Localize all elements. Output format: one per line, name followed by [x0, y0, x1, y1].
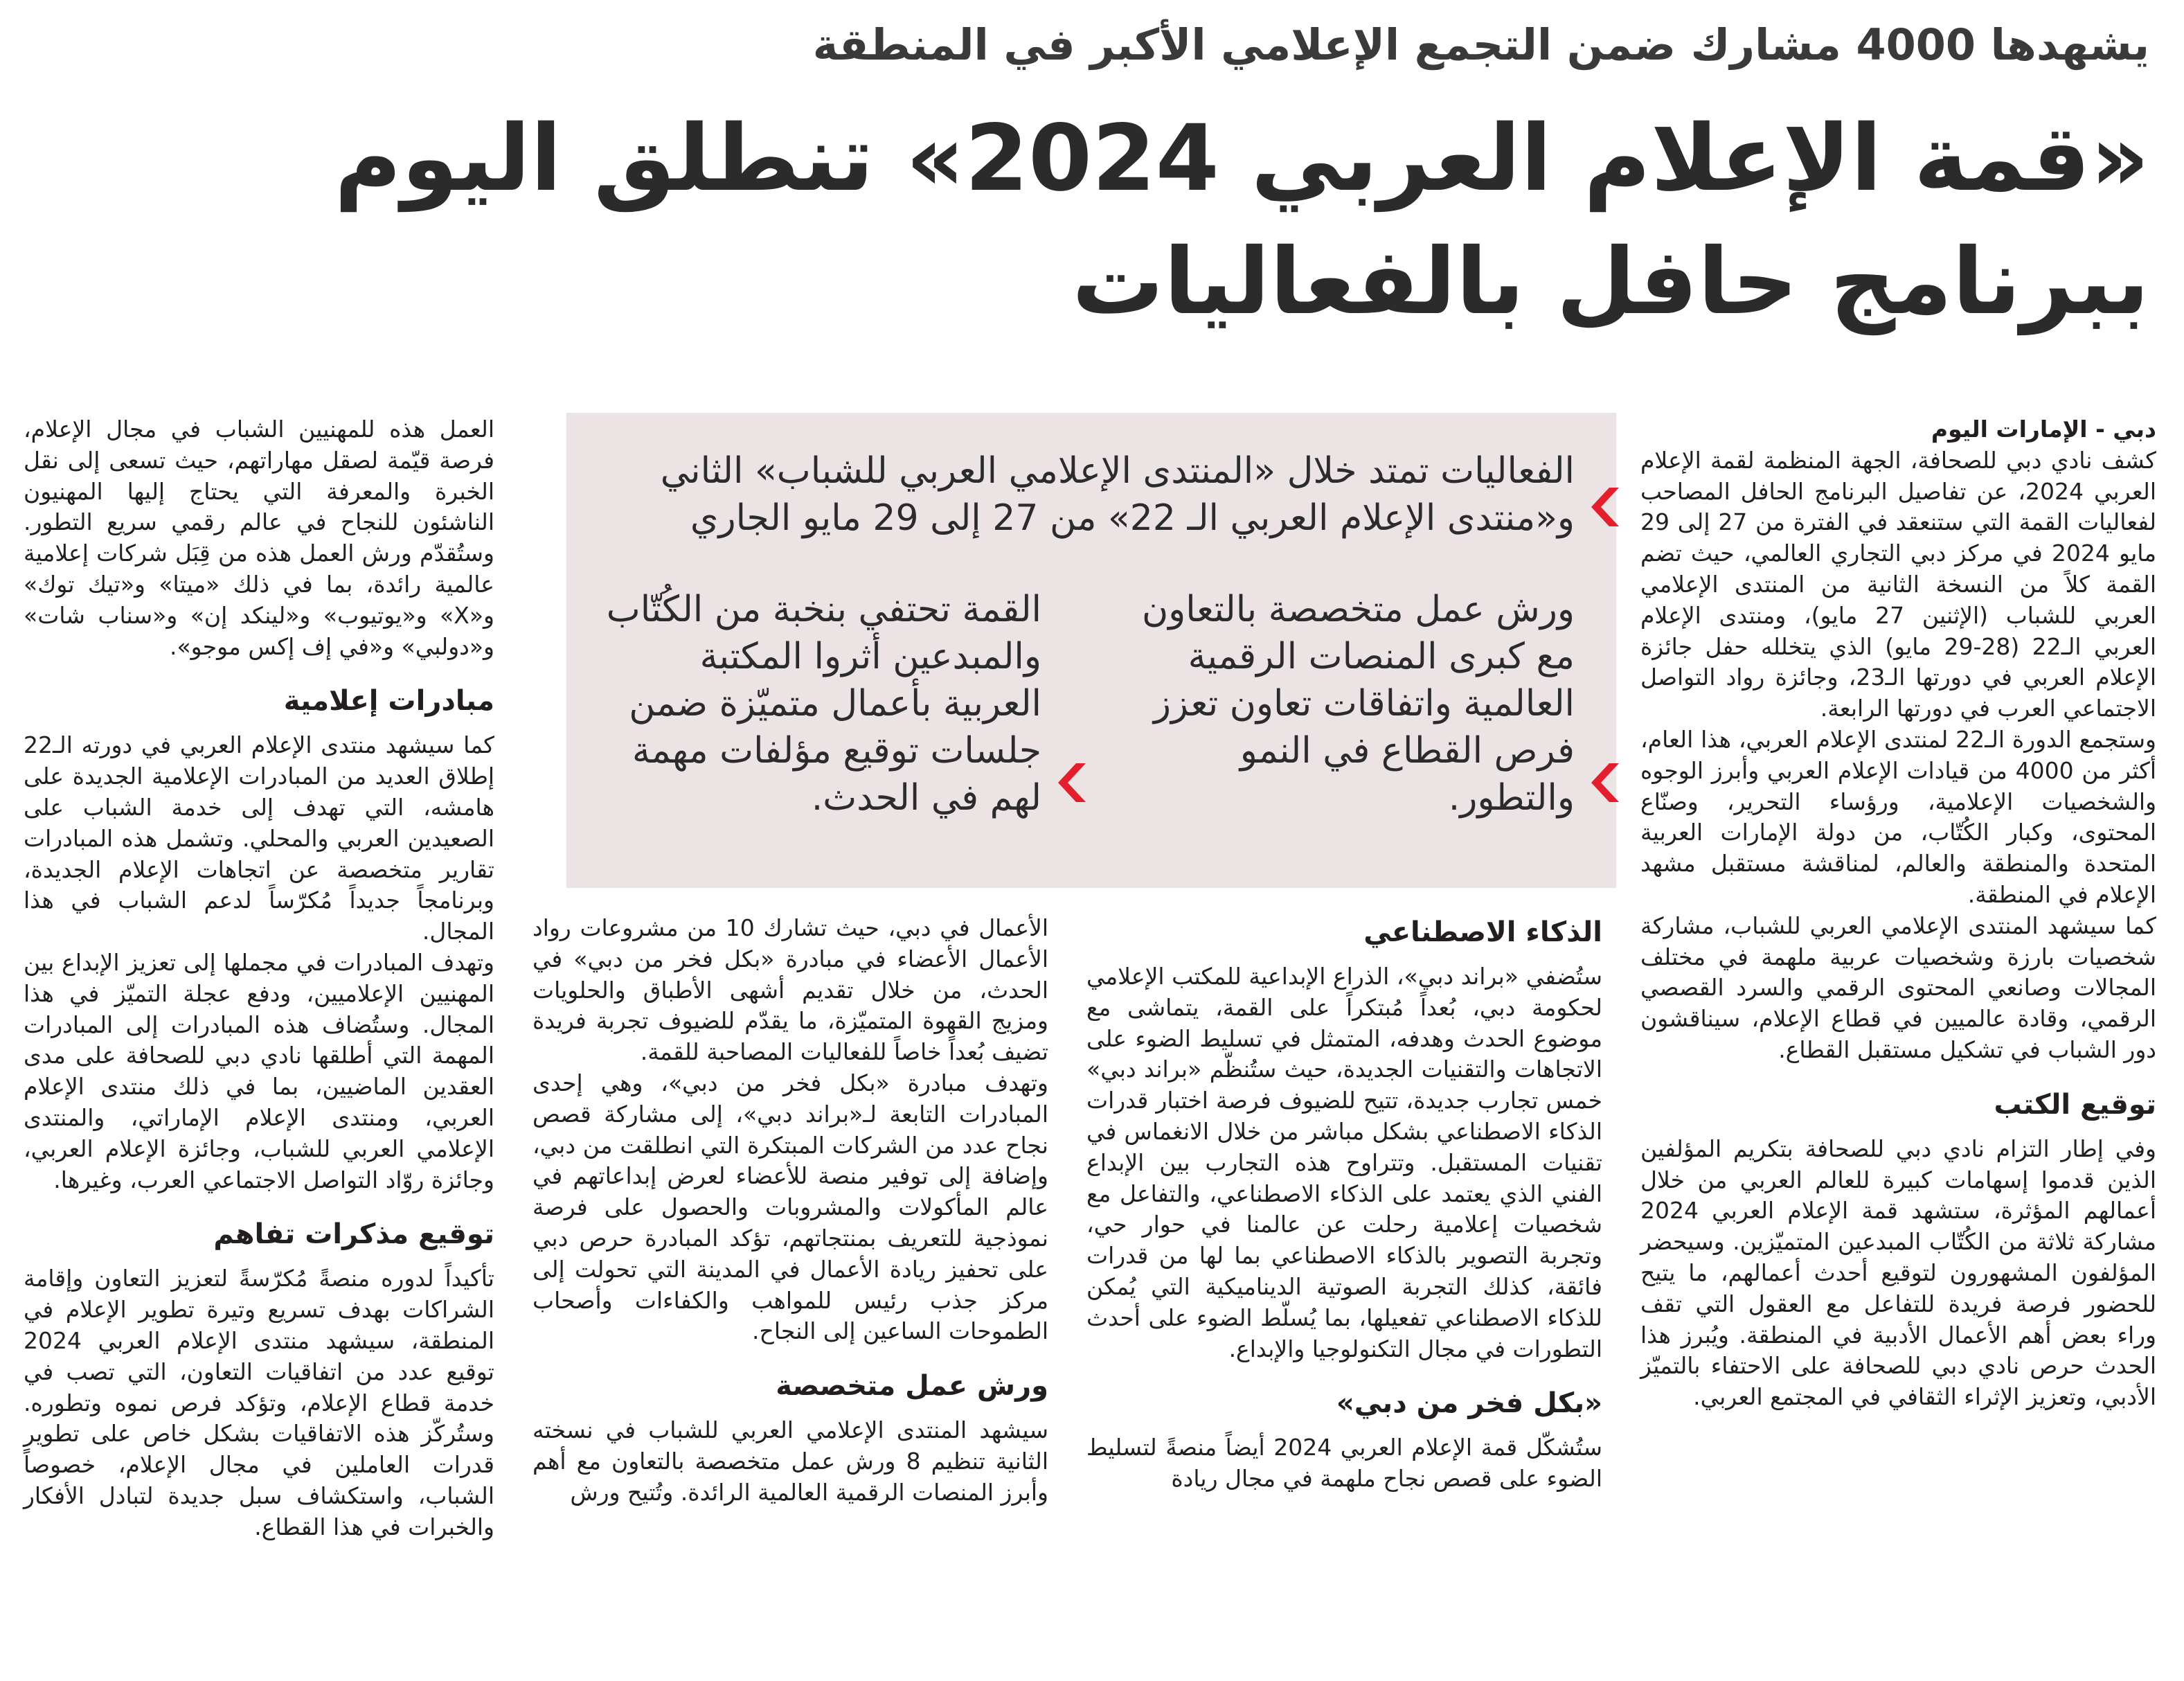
subheading-mou-signing: توقيع مذكرات تفاهم — [213, 1218, 494, 1251]
paragraph: وتهدف مبادرة «بكل فخر من دبي»، وهي إحدى المبادرات التابعة لـ«براند دبي»، إلى مشاركة قصص نجاح عدد من الشركات المبتكرة التي انطلقت من دبي، وإضافة إلى توفير منصة للأعضاء لعرض إبداعاتهم في عالم المأكولات والمشروبات والحصول على فرصة نموذجية للتعريف بمنتجاتهم، تؤكد المبادرة حرص دبي على تحفيز ريادة الأعمال في المدينة التي تحولت إلى مركز جذب رئيس للمواهب والكفاءات وأصحاب الطموحات الساعين إلى النجاح. — [532, 1069, 1048, 1345]
pullquote-text: ورش عمل متخصصة بالتعاون مع كبرى المنصات الرقمية العالمية واتفاقات تعاون تعزز فرص القطاع في النمو والتطور. — [1141, 589, 1575, 819]
headline — [30, 97, 2149, 344]
paragraph: وتهدف المبادرات في مجملها إلى تعزيز الإبداع بين المهنيين الإعلاميين، ودفع عجلة التميّز في هذا المجال. وستُضاف هذه المبادرات إلى المبادرات المهمة التي أطلقها نادي دبي للصحافة على مدى العقدين الماضيين، بما في ذلك منتدى الإعلام العربي، ومنتدى الإعلام الإماراتي، والمنتدى الإعلامي العربي للشباب، وجائزة الإعلام العربي، وجائزة روّاد التواصل الاجتماعي العرب، وغيرها. — [24, 948, 494, 1193]
chevron-marker-icon — [1055, 763, 1086, 802]
paragraph: وفي إطار التزام نادي دبي للصحافة بتكريم المؤلفين الذين قدموا إسهامات كبيرة للعالم العربي من خلال أعمالهم المؤثرة، ستشهد قمة الإعلام العربي 2024 مشاركة ثلاثة من الكُتّاب المبدعين المتميّزين. وسيحضر المؤلفون المشهورون لتوقيع أحدث أعمالهم، ما يتيح للحضور فرصة فريدة للتفاعل مع العقول التي تقف وراء بعض أهم الأعمال الأدبية في المنطقة. ويُبرز هذا الحدث حرص نادي دبي للصحافة على الاحتفاء بالتميّز الأدبي، وتعزيز الإثراء الثقافي في المجتمع العربي. — [1640, 1135, 2156, 1411]
article-column-1 — [1640, 414, 2156, 1413]
paragraph: تأكيداً لدوره منصةً مُكرّسةً لتعزيز التعاون وإقامة الشراكات بهدف تسريع وتيرة تطوير الإعلام في المنطقة، سيشهد منتدى الإعلام العربي 2024 توقيع عدد من اتفاقيات التعاون، التي تصب في خدمة قطاع الإعلام، وتؤكد فرص نموه وتطوره. وستُركّز هذه الاتفاقيات بشكل خاص على تطوير قدرات العاملين في مجال الإعلام، خصوصاً الشباب، واستكشاف سبل جديدة لتبادل الأفكار والخبرات في هذا القطاع. — [24, 1265, 494, 1540]
subheading-media-initiatives: مبادرات إعلامية — [283, 685, 494, 718]
subheading-proudly-from-dubai: «بكل فخر من دبي» — [1336, 1387, 1602, 1420]
article-column-3 — [532, 913, 1048, 1509]
paragraph: ستُشكّل قمة الإعلام العربي 2024 أيضاً منصةً لتسليط الضوء على قصص نجاح ملهمة في مجال ريادة — [1086, 1434, 1602, 1493]
pullquote-2 — [1131, 586, 1602, 821]
dateline: دبي - الإمارات اليوم — [1931, 416, 2156, 443]
pullquote-1 — [605, 447, 1602, 542]
paragraph: كما سيشهد منتدى الإعلام العربي في دورته الـ22 إطلاق العديد من المبادرات الإعلامية الجديدة على هامشه، التي تهدف إلى خدمة الشباب على الصعيدين العربي والمحلي. وتشمل هذه المبادرات تقارير متخصصة عن اتجاهات الإعلام الجديدة، وبرنامجاً جديداً مُكرّساً لدعم الشباب في هذا المجال. — [24, 731, 494, 945]
paragraph: ستُضفي «براند دبي»، الذراع الإبداعية للمكتب الإعلامي لحكومة دبي، بُعداً مُبتكراً على القمة، يتماشى مع موضوع الحدث وهدفه، المتمثل في تسليط الضوء على الاتجاهات والتقنيات الجديدة، حيث ستُنظّم «براند دبي» خمس تجارب جديدة، تتيح للضيوف فرصة اختبار قدرات الذكاء الاصطناعي بشكل مباشر من خلال الانغماس في تقنيات المستقبل. وتتراوح هذه التجارب بين الإبداع الفني الذي يعتمد على الذكاء الاصطناعي، والتفاعل مع شخصيات إعلامية رحلت عن عالمنا في حوار حي، وتجربة التصوير بالذكاء الاصطناعي بما لها من قدرات فائقة، كذلك التجربة الصوتية الديناميكية التي يُمكن للذكاء الاصطناعي تفعيلها، بما يُسلّط الضوء على أحدث التطورات في مجال التكنولوجيا والإبداع. — [1086, 963, 1602, 1362]
paragraph: سيشهد المنتدى الإعلامي العربي للشباب في نسخته الثانية تنظيم 8 ورش عمل متخصصة بالتعاون مع أهم وأبرز المنصات الرقمية العالمية الرائدة. وتُتيح ورش — [532, 1416, 1048, 1506]
paragraph: وستجمع الدورة الـ22 لمنتدى الإعلام العربي، هذا العام، أكثر من 4000 من قيادات الإعلام العربي وأبرز الوجوه والشخصيات الإعلامية، ورؤساء التحرير، وصنّاع المحتوى، وكبار الكُتّاب، من دولة الإمارات العربية المتحدة والمنطقة والعالم، لمناقشة مستقبل مشهد الإعلام في المنطقة. — [1640, 725, 2156, 908]
pullquote-text: الفعاليات تمتد خلال «المنتدى الإعلامي العربي للشباب» الثاني و«منتدى الإعلام العربي الـ 22» من 27 إلى 29 مايو الجاري — [660, 450, 1575, 539]
headline-line-2: ببرنامج حافل بالفعاليات — [1072, 229, 2149, 335]
pullquote-3 — [598, 586, 1069, 821]
headline-line-1: «قمة الإعلام العربي 2024» تنطلق اليوم — [334, 105, 2149, 212]
pullquote-text: القمة تحتفي بنخبة من الكُتّاب والمبدعين أثروا المكتبة العربية بأعمال متميّزة ضمن جلسات توقيع مؤلفات مهمة لهم في الحدث. — [606, 589, 1041, 819]
paragraph: كشف نادي دبي للصحافة، الجهة المنظمة لقمة الإعلام العربي 2024، عن تفاصيل البرنامج الحافل المصاحب لفعاليات القمة التي ستنعقد في الفترة من 27 إلى 29 مايو 2024 في مركز دبي التجاري العالمي، حيث تضم القمة كلاً من النسخة الثانية من المنتدى الإعلامي العربي للشباب (الإثنين 27 مايو)، ومنتدى الإعلام العربي الـ22 (28-29 مايو) الذي يتخلله حفل جائزة الإعلام العربي في دورتها الـ23، وجائزة رواد التواصل الاجتماعي العرب في دورتها الرابعة. — [1640, 446, 2157, 722]
subheading-book-signing: توقيع الكتب — [1994, 1088, 2156, 1121]
article-column-2 — [1086, 913, 1602, 1495]
subheading-ai: الذكاء الاصطناعي — [1363, 916, 1602, 948]
paragraph: الأعمال في دبي، حيث تشارك 10 من مشروعات رواد الأعمال الأعضاء في مبادرة «بكل فخر من دبي» في الحدث، من خلال تقديم أشهى الأطباق والحلويات ومزيج القهوة المتميّزة، ما يقدّم للضيوف تجربة فريدة تضيف بُعداً خاصاً للفعاليات المصاحبة للقمة. — [532, 914, 1048, 1066]
chevron-marker-icon — [1588, 488, 1619, 526]
paragraph: العمل هذه للمهنيين الشباب في مجال الإعلام، فرصة قيّمة لصقل مهاراتهم، حيث تسعى إلى نقل الخبرة والمعرفة التي يحتاج إليها المهنيون الناشئون للنجاح في عالم رقمي سريع التطور. وستُقدّم ورش العمل هذه من قِبَل شركات إعلامية عالمية رائدة، بما في ذلك «ميتا» و«تيك توك» و«X» و«يوتيوب» و«لينكد إن» و«سناب شات» و«دولبي» و«في إف إكس موجو». — [24, 416, 494, 660]
subheading-workshops: ورش عمل متخصصة — [776, 1370, 1048, 1403]
kicker: يشهدها 4000 مشارك ضمن التجمع الإعلامي الأكبر في المنطقة — [812, 19, 2149, 70]
paragraph: كما سيشهد المنتدى الإعلامي العربي للشباب، مشاركة شخصيات بارزة وشخصيات عربية ملهمة في مختلف المجالات وصانعي المحتوى الرقمي والسرد القصصي الرقمي، وقادة عالميين في قطاع الإعلام، سيناقشون دور الشباب في تشكيل مستقبل القطاع. — [1640, 911, 2156, 1063]
chevron-marker-icon — [1588, 763, 1619, 802]
article-column-4 — [24, 414, 494, 1543]
pullquote-box — [566, 413, 1616, 888]
